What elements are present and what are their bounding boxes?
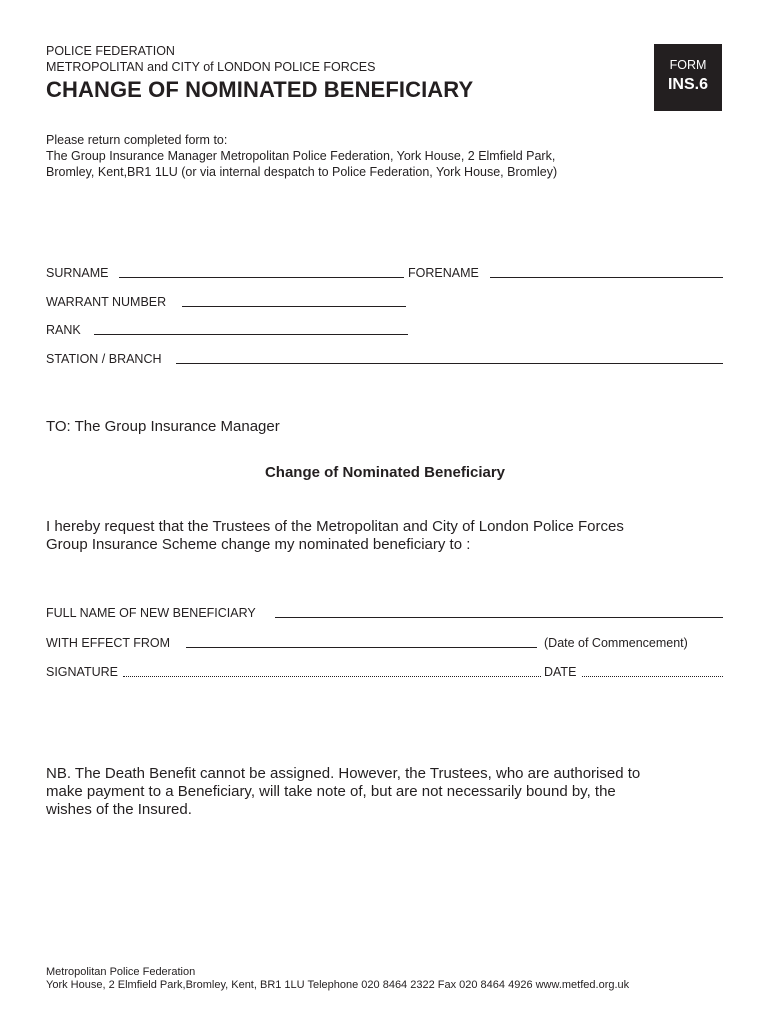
request-statement <box>46 518 624 554</box>
page-title: CHANGE OF NOMINATED BENEFICIARY <box>46 77 474 102</box>
station-branch-field[interactable] <box>176 363 723 364</box>
footer <box>46 966 629 992</box>
nb-note-line3: wishes of the Insured. <box>46 801 192 818</box>
addressee: TO: The Group Insurance Manager <box>46 418 280 435</box>
nb-note-line1: NB. The Death Benefit cannot be assigned. However, the Trustees, who are authorised to <box>46 765 641 782</box>
org-name: POLICE FEDERATION <box>46 44 175 58</box>
beneficiary-name-field[interactable] <box>275 617 723 618</box>
forename-label: FORENAME <box>408 266 479 280</box>
effect-from-label: WITH EFFECT FROM <box>46 636 171 650</box>
commencement-note: (Date of Commencement) <box>544 636 688 650</box>
request-line1: I hereby request that the Trustees of the Metropolitan and City of London Police Forces <box>46 518 624 535</box>
nb-note-line2: make payment to a Beneficiary, will take note of, but are not necessarily bound by, the <box>46 783 616 800</box>
return-instructions <box>46 132 557 180</box>
forename-field[interactable] <box>490 277 723 278</box>
surname-field[interactable] <box>119 277 404 278</box>
date-field[interactable] <box>582 676 723 677</box>
rank-label: RANK <box>46 323 81 337</box>
form-code: INS.6 <box>667 76 708 93</box>
return-intro: Please return completed form to: <box>46 133 228 147</box>
nb-note <box>46 765 640 819</box>
footer-org: Metropolitan Police Federation <box>46 966 196 978</box>
rank-field[interactable] <box>94 334 408 335</box>
date-label: DATE <box>544 665 577 679</box>
station-branch-label: STATION / BRANCH <box>46 352 162 366</box>
request-line2: Group Insurance Scheme change my nominated beneficiary to : <box>46 536 471 553</box>
form-label: FORM <box>669 58 707 72</box>
warrant-number-label: WARRANT NUMBER <box>46 295 167 309</box>
return-address-line2: Bromley, Kent,BR1 1LU (or via internal despatch to Police Federation, York House, Bromley) <box>46 165 558 179</box>
beneficiary-name-label: FULL NAME OF NEW BENEFICIARY <box>46 606 256 620</box>
section-heading: Change of Nominated Beneficiary <box>264 464 506 481</box>
signature-field[interactable] <box>123 676 541 677</box>
return-address-line1: The Group Insurance Manager Metropolitan Police Federation, York House, 2 Elmfield Park, <box>46 149 556 163</box>
footer-contact: York House, 2 Elmfield Park,Bromley, Kent, BR1 1LU Telephone 020 8464 2322 Fax 020 8464 4926 www.metfed.org.uk <box>46 979 630 991</box>
form-badge <box>654 44 722 111</box>
effect-from-field[interactable] <box>186 647 537 648</box>
signature-label: SIGNATURE <box>46 665 118 679</box>
surname-label: SURNAME <box>46 266 109 280</box>
org-subtitle: METROPOLITAN and CITY of LONDON POLICE FORCES <box>46 60 376 74</box>
warrant-number-field[interactable] <box>182 306 406 307</box>
